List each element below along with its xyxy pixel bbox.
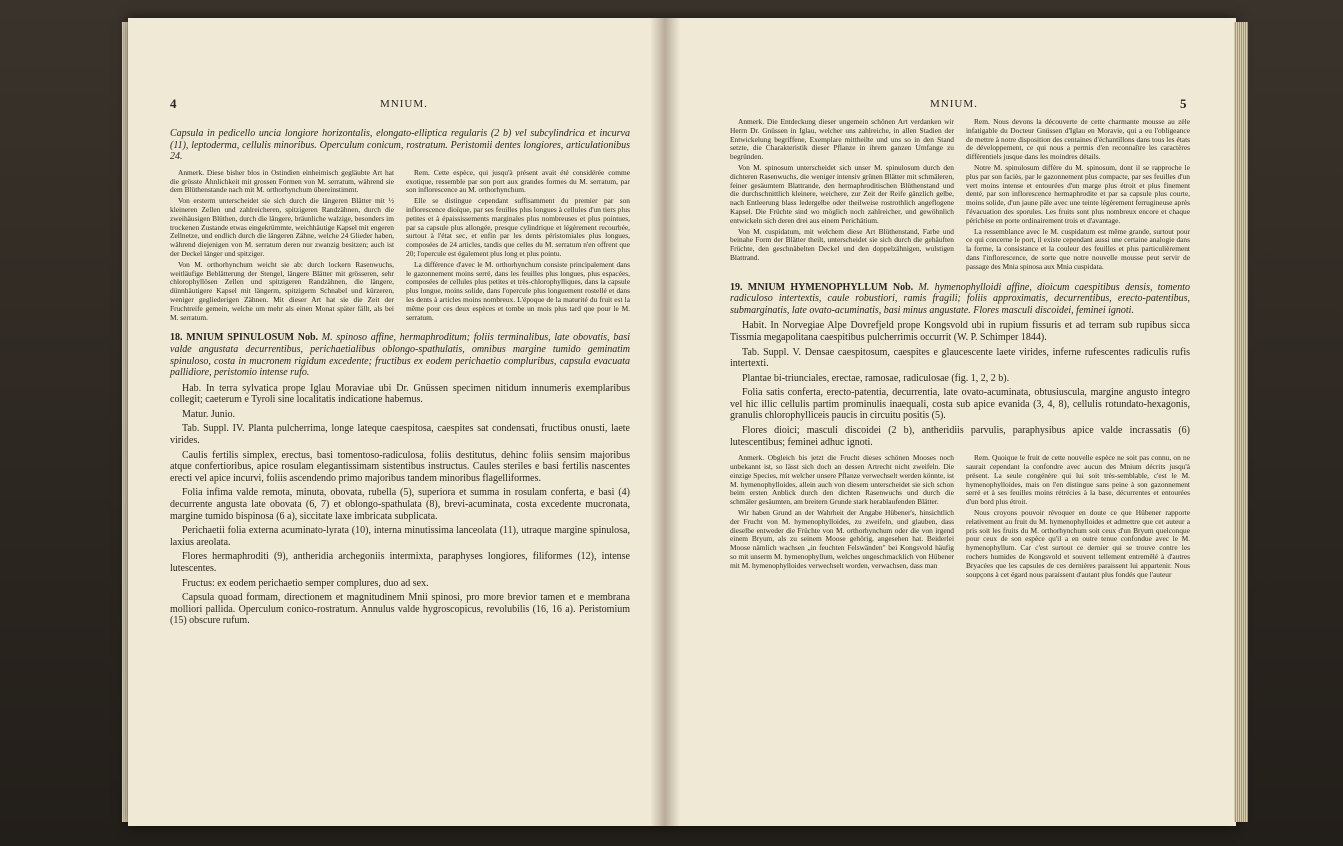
species-diagnosis: M. hymenophylloidi affine, dioicum caespitibus densis, tomento radiculoso intertextis, caule robustiori, ramis fragili; foliis approximatis, decurrentibus, erecto-patentibus, submarginatis, late ovato-acuminatis, basi minus angustate. Flores masculi discoidei, feminei ignoti.	[730, 281, 1190, 316]
note-paragraph: Rem. Cette espèce, qui jusqu'à présent avait été considérée comme exotique, ressemble par son port aux grandes formes du M. serratum, par son inflorescence au M. orthorhynchum.	[406, 167, 630, 195]
page-number-left: 4	[170, 96, 177, 111]
running-header-left: MNIUM.	[380, 98, 428, 110]
note-paragraph: La différence d'avec le M. orthorhynchum consiste principalement dans le gazonnement moins serré, dans les feuilles plus longues, plus espacées, composées de cellules plus petites et très-chlorophylliques, dans la capsule plus longue, moins solide, dans l'opercule plus longuement rostellé et dans les dents à articles moins nombreux. L'époque de la maturité du fruit est la même pour ces deux espèces et tombe un mois plus tard que pour le M. serratum.	[406, 259, 630, 322]
body-paragraph: Matur. Junio.	[182, 408, 236, 420]
note-paragraph: Anmerk. Obgleich bis jetzt die Frucht dieses schönen Mooses noch unbekannt ist, so lässt sich doch an dessen Artrecht nicht zweifeln. Die einzige Species, mit welcher unsere Pflanze verwechselt werden könnte, ist M. hymenophylloides, allein auch von diesem unterscheidet sie sich schon beim ersten Anblick durch den dichten Rasenwuchs und durch die schmäler gesäumten, am breitern Grunde stark herablaufenden Blätter.	[730, 453, 954, 507]
body-paragraph: Hab. In terra sylvatica prope Iglau Moraviae ubi Dr. Gnüssen specimen nitidum innumeris exemplaribus collegit; caeterum e Tyroli sine localitatis indicatione habemus.	[170, 382, 630, 406]
french-note	[406, 169, 630, 325]
page-edges-right	[1234, 22, 1248, 822]
left-page-body	[170, 128, 630, 630]
german-note	[730, 454, 954, 581]
body-paragraph: Fructus: ex eodem perichaetio semper complures, duo ad sex.	[182, 577, 429, 589]
book-gutter	[650, 18, 680, 826]
note-columns	[730, 454, 1190, 581]
page-number-right: 5	[1180, 96, 1187, 111]
note-paragraph: La ressemblance avec le M. cuspidatum est même grande, surtout pour ce qui concerne le port, il existe cependant aussi une certaine analogie dans la forme, la consistance et la couleur des feuilles et plus particulièrement dans l'inflorescence, de sorte que notre nouvelle mousse peut servir de passage des Mnia spinosa aux Mnia cuspidata.	[966, 226, 1190, 271]
species-19-heading	[730, 282, 1190, 317]
note-paragraph: Nous croyons pouvoir révoquer en doute ce que Hübener rapporte relativement au fruit du M. hymenophylloides et admettre que cet auteur a pris soit les fruits du M. orthorhynchum soit ceux d'un Bryum quelconque pour ceux de son espèce qu'il a en outre tenue confondue avec le M. hymenophyllum. Car c'est surtout ce dernier qui se trouve contre les rochers humides de Kongsvold et souvent tellement entremêlé à d'autres Bryacées que les capsules de ces dernières paraissent lui appartenir. Nous soupçons à cet égard nous paraissent d'autant plus fondés que l'auteur	[966, 508, 1190, 579]
species-title: 18. MNIUM SPINULOSUM Nob.	[170, 332, 319, 344]
french-note	[966, 454, 1190, 581]
note-paragraph: Wir haben Grund an der Wahrheit der Angabe Hübener's, hinsichtlich der Frucht von M. hymenophylloides, zu zweifeln, und glauben, dass dieselbe entweder die Früchte von M. orthorhynchum oder die von irgend einem Bryum, als zu seinem Moose gehörig, angesehen hat. Beiderlei Moose nämlich wachsen „in feuchten Felswänden" bei Kongsvold häufig so mit unserm M. hymenophyllum, welches ungeschmacklich von Hübener mit M. hymenophylloides verwechselt worden, verwachsen, dass man	[730, 508, 954, 570]
body-paragraph: Flores hermaphroditi (9), antheridia archegoniis intermixta, paraphyses longiores, filiformes (12), intense lutescentes.	[170, 551, 630, 575]
note-paragraph: Von M. orthorhynchum weicht sie ab: durch lockern Rasenwuchs, weitläufige Beblätterung der Stengel, längere Blätter mit grösseren, sehr chlorophyllösen Zellen und spitzigeren Randzähnen, die längere, dünnhäutigere Kapsel mit längerm, spitzigerm Schnabel und kürzeren, weniger gegliederigen Zähnen. Mit dieser Art hat sie die Zeit der Fruchtreife gemein, welche um mehr als einen Monat später fällt, als bei M. serratum.	[170, 259, 394, 322]
running-header-right: MNIUM.	[930, 98, 978, 110]
note-columns	[170, 169, 630, 325]
body-paragraph: Tab. Suppl. V. Densae caespitosum, caespites e glaucescente laete virides, inferne rufescentes radiculis rufis intertexti.	[730, 346, 1190, 370]
german-note	[730, 118, 954, 274]
note-paragraph: Rem. Nous devons la découverte de cette charmante mousse au zèle infatigable du Docteur Gnüssen d'Iglau en Moravie, qui a eu l'obligeance de mettre à notre disposition des centaines d'échantillons dans tous les états de développement, ce qui nous a permis d'en reconnaître les caractères différentiels jusque dans les moindres détails.	[966, 117, 1190, 162]
note-columns	[730, 118, 1190, 274]
body-paragraph: Habit. In Norvegiae Alpe Dovrefjeld prope Kongsvold ubi in rupium fissuris et ad terram sub rupibus sicca Tissmia megapolitana caespitibus pulcherrimis occurrit (W. P. Schimper 1844).	[730, 320, 1190, 343]
body-paragraph: Capsula quoad formam, directionem et magnitudinem Mnii spinosi, pro more brevior tamen et e membrana molliori pallida. Operculum conico-rostratum. Annulus valde hygroscopicus, revolubilis (16, 16 a). Peristomium (15) obscure rufum.	[170, 592, 630, 627]
right-page-body	[730, 118, 1190, 589]
german-note	[170, 169, 394, 325]
french-note	[966, 118, 1190, 274]
note-paragraph: Von M. spinosum unterscheidet sich unser M. spinulosum durch den dichteren Rasenwuchs, die weniger intensiv grünen Blätter mit schmäleren, feiner gesäumtem Blattrande, den hermaphroditischen Blüthenstand und die durchschnittlich kleinere, weichere, zur Zeit der Reife gänzlich gelbe, nach Entleerung blass ledergelbe oder theilweise rostrothlich angeflogene Kapsel. Die Früchte sind wo möglich noch zahlreicher, und gewöhnlich entwickeln sich deren drei aus einem Perichätium.	[730, 162, 954, 225]
note-paragraph: Elle se distingue cependant suffisamment du premier par son inflorescence dioïque, par ses feuilles plus longues à cellules d'un tiers plus petites et à épaississements marginales plus nombreuses et plus pointues, par sa capsule plus allongée, presque cylindrique et légèrement recourbée, surtout à l'état sec, et enfin par les dents péristomiales plus longues, composées de 24 articles, tandis que celles du M. serratum n'en offrent que 20; l'opercule est également plus long et plus pointu.	[406, 196, 630, 258]
note-paragraph: Anmerk. Diese bisher blos in Ostindien einheimisch gegläubte Art hat die grösste Ähnlichkeit mit grossen Formen von M. serratum, während sie dem Blüthenstande nach mit M. orthorhynchum übereinstimmt.	[170, 167, 394, 195]
body-paragraph: Flores dioici; masculi discoidei (2 b), antheridiis parvulis, paraphysibus apice valde incrassatis (6) lutescentibus; feminei adhuc ignoti.	[730, 425, 1190, 448]
capsula-paragraph: Capsula in pedicello uncia longiore horizontalis, elongato-elliptica regularis (2 b) vel subcylindrica et incurva (11), leptoderma, cellulis minoribus. Operculum conicum, rostratum. Peristomii dentes longiores, articulationibus 24.	[170, 128, 630, 163]
note-paragraph: Von ersterm unterscheidet sie sich durch die längeren Blätter mit ½ kleineren Zellen und zahlreicheren, spitzigeren Randzähnen, durch die zweihäusigen Blüthen, durch die längere, bräunliche walzige, besonders im trockenen Zustande etwas eingekrümmte, weichhäutige Kapsel mit engeren Zellnetze, und endlich durch die längeren Zähne, welche 24 Glieder haben, während diejenigen von M. serratum deren nur zwanzig besitzen; auch ist der Deckel länger und spitziger.	[170, 196, 394, 258]
species-title: 19. MNIUM HYMENOPHYLLUM Nob.	[730, 281, 914, 293]
note-paragraph: Von M. cuspidatum, mit welchem diese Art Blüthenstand, Farbe und beinahe Form der Blätter theilt, unterscheidet sie sich durch die gehäuften Früchte, den geschnäbelten Deckel und den doppelzähnigen, wulstigen Blattrand.	[730, 226, 954, 262]
note-paragraph: Anmerk. Die Entdeckung dieser ungemein schönen Art verdanken wir Herrn Dr. Gnüssen in Iglau, welcher uns zahlreiche, in allen Stadien der Entwickelung begriffene, Exemplare mittheilte und uns so in den Stand setzte, die Charakteristik dieser Pflanze in ihrem ganzen Umfange zu begründen.	[730, 117, 954, 162]
body-paragraph: Tab. Suppl. IV. Planta pulcherrima, longe lateque caespitosa, caespites sat condensati, fructibus onusti, laete virides.	[170, 423, 630, 447]
note-paragraph: Rem. Quoique le fruit de cette nouvelle espèce ne soit pas connu, on ne saurait cependant la confondre avec aucun des Mnium décrits jusqu'à présent. La seule congénère qui lui soit très-semblable, c'est le M. hymenophylloides, mais on l'en distingue sans peine à son gazonnement serré et à ses feuilles moins rétrécies à la base, décurrentes et entourées d'un bord plus étroit.	[966, 453, 1190, 507]
body-paragraph: Folia satis conferta, erecto-patentia, decurrentia, late ovato-acuminata, obtusiuscula, margine angusto integro vel hic illic cellulis partim prominulis inaequali, costa sub apice evanida (3, 4, 8), cellulis rotundato-hexagonis, granulis chlorophylliceis paucis in circuitu positis (5).	[730, 387, 1190, 422]
body-paragraph: Folia infima valde remota, minuta, obovata, rubella (5), superiora et summa in rosulam conferta, e basi (4) decurrente angusta late obovata (6, 7) et oblongo-spathulata (8), brevi-acuminata, costa excedente mucronata, margine tumido bispinosa (6 a), siccitate laxe imbricata subplicata.	[170, 487, 630, 522]
species-18-heading	[170, 332, 630, 378]
species-diagnosis: M. spinoso affine, hermaphroditum; foliis terminalibus, late obovatis, basi valde angustata decurrentibus, perichaetialibus oblongo-spathulatis, omnibus margine tumido geminatim spinuloso, costa in mucronem rigidum excedente; fructibus ex eodem perichaetio compluribus, capsula evacuata pallidiore, peristomio intense rufo.	[170, 332, 630, 379]
note-paragraph: Notre M. spinulosum diffère du M. spinosum, dont il se rapproche le plus par son faciès, par le gazonnement plus compacte, par ses feuilles d'un vert moins intense et entourées d'un marge plus étroit et plus finement denté, par son inflorescence hermaphrodite et par sa capsule plus courte, moins solide, d'un jaune pâle avec une teinte légèrement ferrugineuse après l'évacuation des sporules. Les fruits sont plus nombreux encore et chaque périchèse en porte ordinairement trois et d'avantage.	[966, 162, 1190, 225]
body-paragraph: Perichaetii folia externa acuminato-lyrata (10), interna minutissima lanceolata (11), utraque margine spinulosa, laxius areolata.	[170, 525, 630, 548]
body-paragraph: Plantae bi-triunciales, erectae, ramosae, radiculosae (fig. 1, 2, 2 b).	[742, 372, 1010, 384]
body-paragraph: Caulis fertilis simplex, erectus, basi tomentoso-radiculosa, foliis destitutus, dehinc foliis sensim majoribus atque confertioribus, apice rosulam elegantissimam sistentibus instructus. Caules steriles e basi fertilis nascentes erecti vel apice incurvi, foliis ascendendo primo majoribus tandem minoribus flagelliformes.	[170, 449, 630, 484]
